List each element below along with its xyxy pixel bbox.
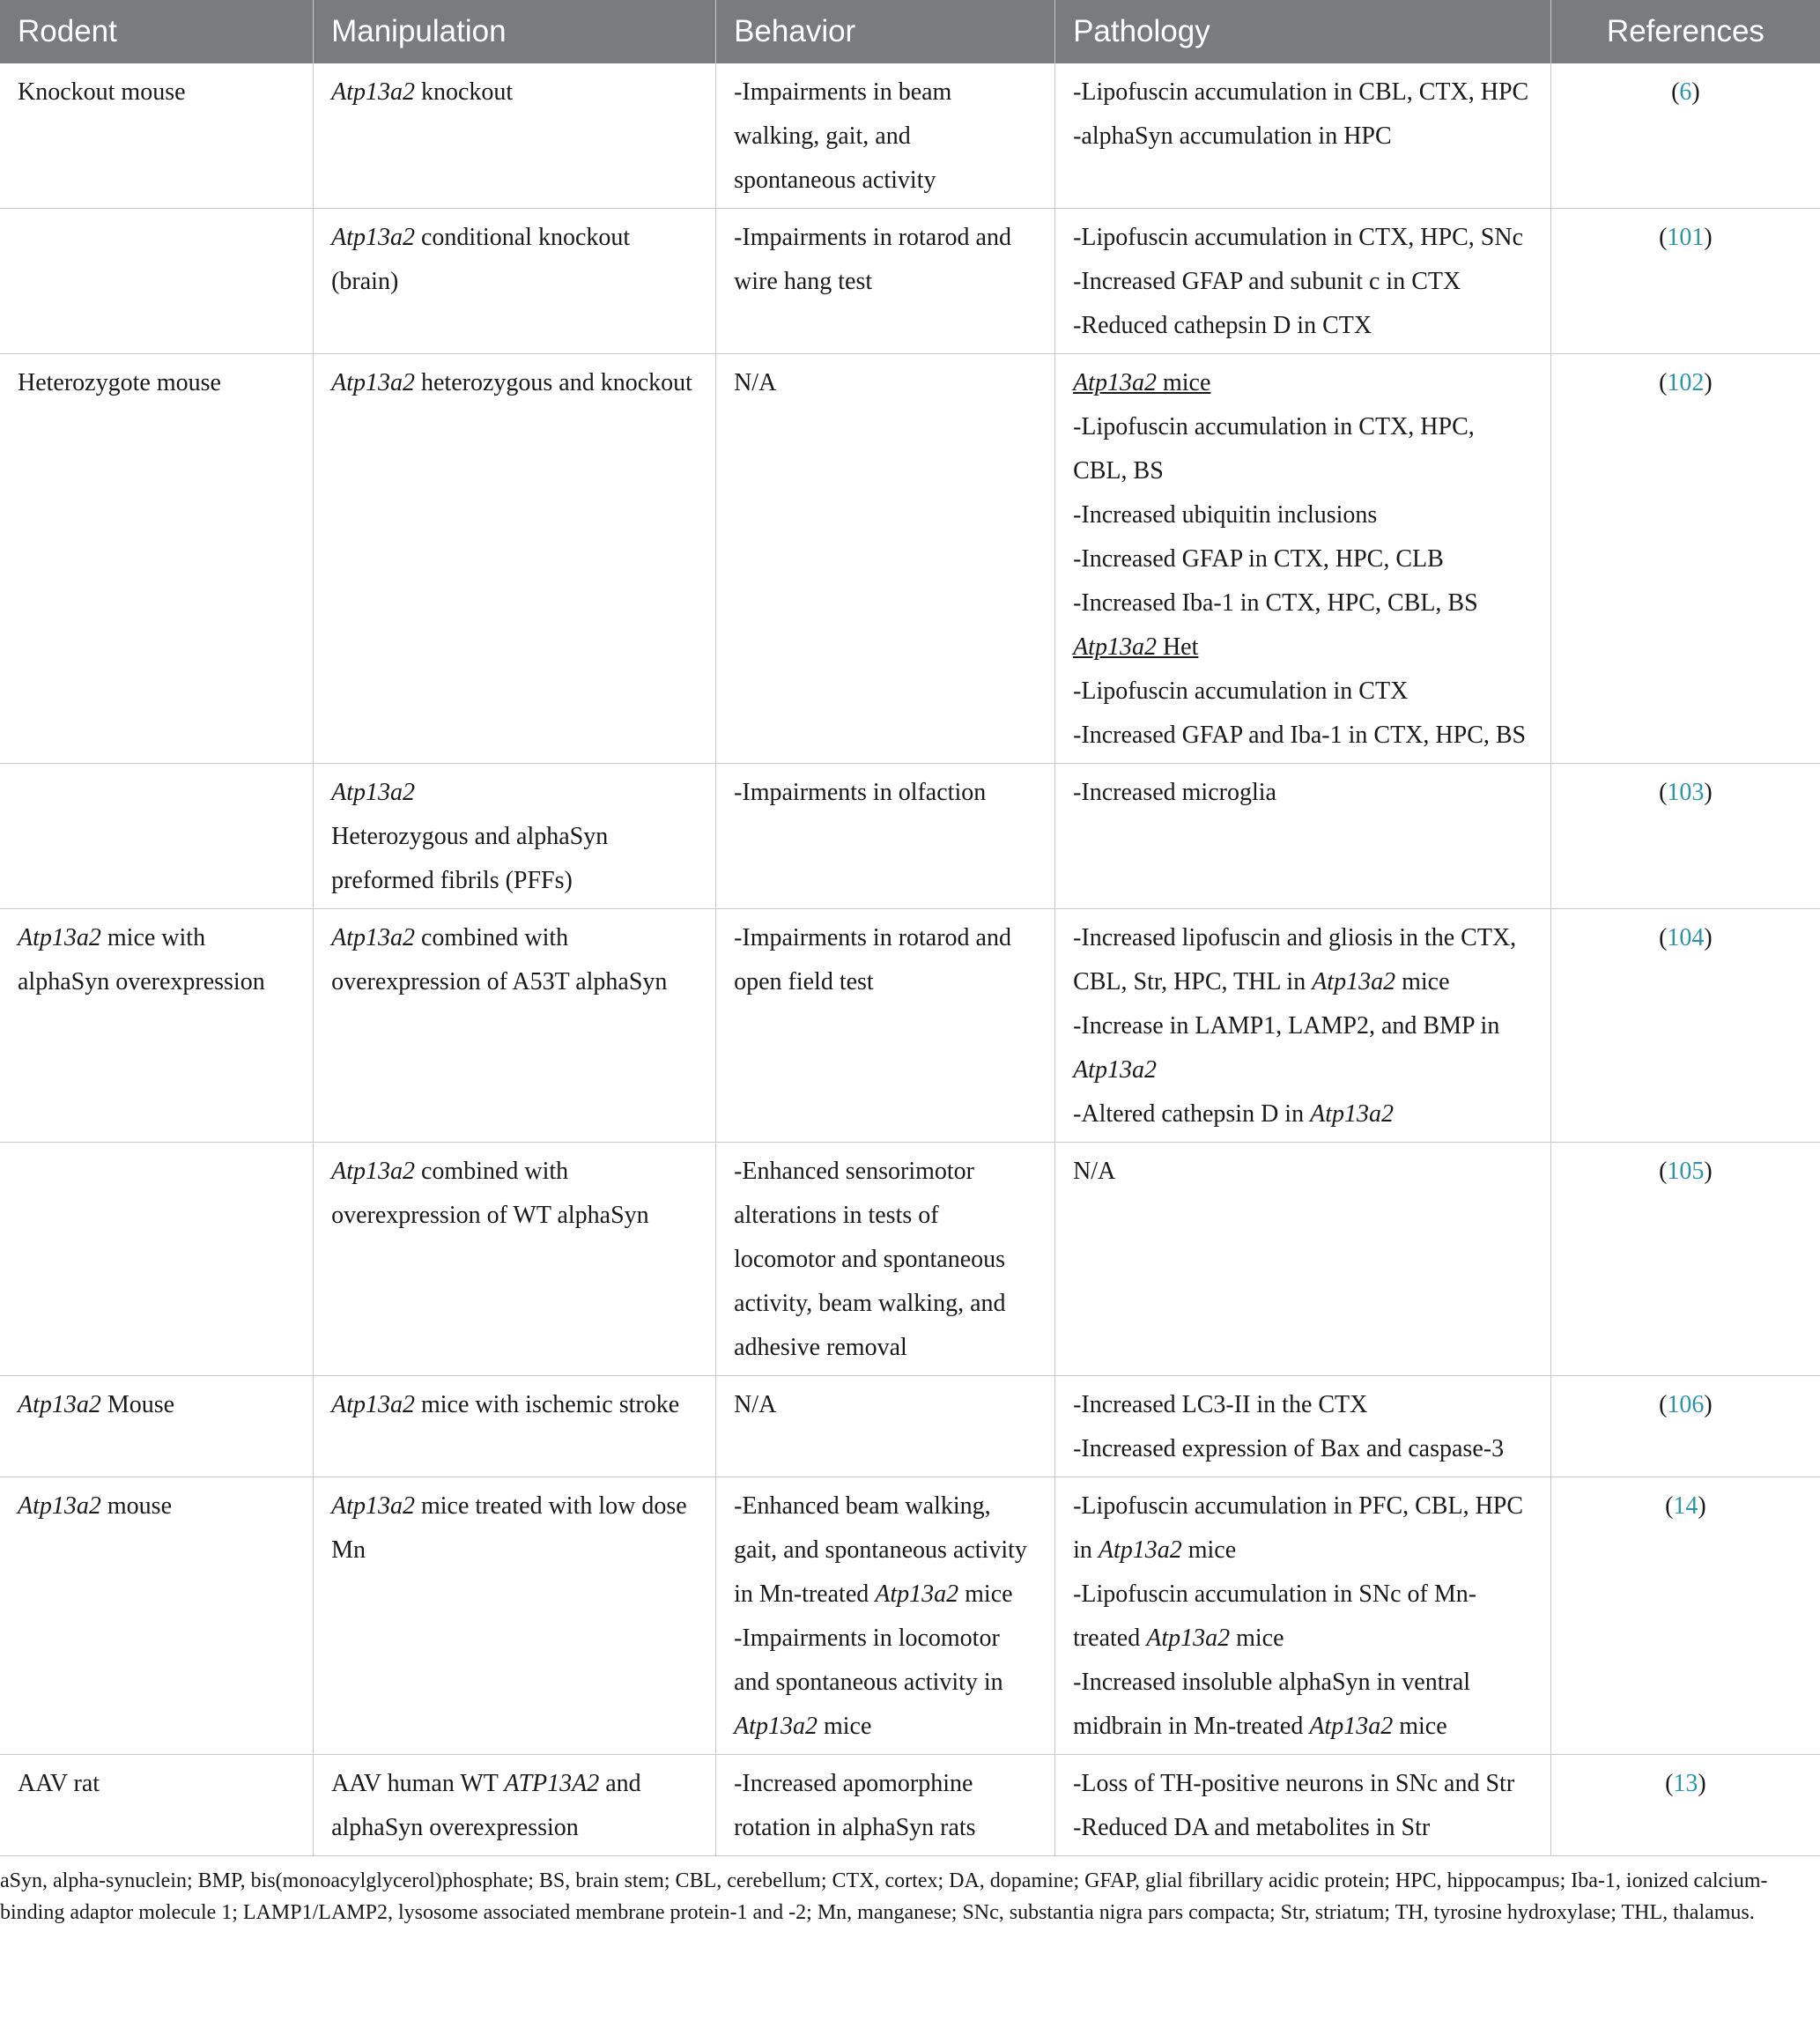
pathology-text: -Increased Iba-1 in CTX, HPC, CBL, BS bbox=[1073, 589, 1478, 617]
manipulation-line bbox=[331, 916, 698, 1004]
behavior-text: -Impairments in beam walking, gait, and spontaneous activity bbox=[734, 78, 952, 194]
manipulation-text: heterozygous and knockout bbox=[414, 369, 692, 396]
pathology-text: -Lipofuscin accumulation in CTX, HPC, CBL, BS bbox=[1073, 413, 1475, 485]
behavior-text: -Impairments in olfaction bbox=[734, 779, 987, 806]
pathology-line bbox=[1073, 216, 1533, 260]
pathology-line bbox=[1073, 670, 1533, 714]
cell-manipulation bbox=[314, 1376, 716, 1477]
cell-behavior bbox=[716, 209, 1055, 354]
behavior-line bbox=[734, 361, 1037, 405]
cell-rodent bbox=[0, 1477, 314, 1755]
cell-reference bbox=[1550, 909, 1820, 1143]
cell-pathology bbox=[1055, 909, 1551, 1143]
ref-paren-close: ) bbox=[1704, 369, 1713, 396]
table-row bbox=[0, 909, 1820, 1143]
rodent-line bbox=[18, 361, 295, 405]
reference-link[interactable]: 104 bbox=[1667, 924, 1705, 951]
behavior-line bbox=[734, 1617, 1037, 1749]
manipulation-text: Atp13a2 bbox=[331, 924, 415, 951]
pathology-text: Het bbox=[1156, 633, 1199, 661]
pathology-text: Atp13a2 bbox=[1073, 633, 1157, 661]
pathology-line bbox=[1073, 714, 1533, 758]
manipulation-line bbox=[331, 70, 698, 115]
pathology-line bbox=[1073, 115, 1533, 159]
cell-behavior bbox=[716, 764, 1055, 909]
cell-behavior bbox=[716, 1376, 1055, 1477]
cell-rodent bbox=[0, 1143, 314, 1376]
behavior-text: -Impairments in locomotor and spontaneous activity in bbox=[734, 1625, 1003, 1696]
pathology-text: -alphaSyn accumulation in HPC bbox=[1073, 122, 1392, 150]
rodent-line bbox=[18, 1484, 295, 1528]
behavior-text: -Increased apomorphine rotation in alphaSyn rats bbox=[734, 1770, 976, 1841]
cell-reference bbox=[1550, 764, 1820, 909]
ref-paren-open: ( bbox=[1665, 1492, 1674, 1520]
pathology-text: -Increased expression of Bax and caspase-3 bbox=[1073, 1435, 1505, 1462]
ref-paren-close: ) bbox=[1704, 779, 1713, 806]
cell-rodent bbox=[0, 1376, 314, 1477]
ref-paren-open: ( bbox=[1659, 1158, 1668, 1185]
pathology-text: -Increase in LAMP1, LAMP2, and BMP in bbox=[1073, 1012, 1500, 1040]
table-row bbox=[0, 354, 1820, 764]
cell-rodent bbox=[0, 909, 314, 1143]
table-row bbox=[0, 1376, 1820, 1477]
cell-pathology bbox=[1055, 1477, 1551, 1755]
manipulation-text: Atp13a2 bbox=[331, 78, 415, 106]
behavior-text: -Impairments in rotarod and open field test bbox=[734, 924, 1011, 995]
pathology-text: mice bbox=[1395, 968, 1450, 995]
behavior-text: N/A bbox=[734, 369, 777, 396]
manipulation-text: Atp13a2 bbox=[331, 1158, 415, 1185]
cell-manipulation bbox=[314, 63, 716, 209]
pathology-line bbox=[1073, 1762, 1533, 1806]
rodent-line bbox=[18, 1762, 295, 1806]
pathology-line bbox=[1073, 1092, 1533, 1136]
table-footnote: aSyn, alpha-synuclein; BMP, bis(monoacylglycerol)phosphate; BS, brain stem; CBL, cerebellum; CTX, cortex; DA, dopamine; GFAP, glial fibrillary acidic protein; HPC, hippocampus; Iba-1, ionized calcium-binding adaptor molecule 1; LAMP1/LAMP2, lysosome associated membrane protein-1 and -2; Mn, manganese; SNc, substantia nigra pars compacta; Str, striatum; TH, tyrosine hydroxylase; THL, thalamus. bbox=[0, 1869, 1768, 1924]
pathology-text: -Lipofuscin accumulation in SNc of Mn-treated bbox=[1073, 1580, 1477, 1652]
cell-manipulation bbox=[314, 1143, 716, 1376]
manipulation-text: knockout bbox=[414, 78, 514, 106]
manipulation-line bbox=[331, 1150, 698, 1238]
pathology-line bbox=[1073, 581, 1533, 625]
rodent-text: Heterozygote mouse bbox=[18, 369, 221, 396]
rodent-text: mice with alphaSyn overexpression bbox=[18, 924, 265, 995]
pathology-text: Atp13a2 bbox=[1098, 1536, 1182, 1564]
manipulation-text: mice treated with low dose Mn bbox=[331, 1492, 687, 1564]
pathology-text: -Increased ubiquitin inclusions bbox=[1073, 501, 1378, 529]
pathology-text: N/A bbox=[1073, 1158, 1116, 1185]
behavior-line bbox=[734, 916, 1037, 1004]
header-references: References bbox=[1550, 0, 1820, 63]
behavior-text: N/A bbox=[734, 1391, 777, 1418]
pathology-text: -Reduced DA and metabolites in Str bbox=[1073, 1814, 1431, 1841]
pathology-line bbox=[1073, 260, 1533, 304]
header-manipulation: Manipulation bbox=[314, 0, 716, 63]
table-body bbox=[0, 63, 1820, 1856]
table-row bbox=[0, 63, 1820, 209]
manipulation-text: Heterozygous and alphaSyn preformed fibrils (PFFs) bbox=[331, 823, 609, 894]
manipulation-text: Atp13a2 bbox=[331, 1492, 415, 1520]
rodent-text: AAV rat bbox=[18, 1770, 100, 1797]
ref-paren-open: ( bbox=[1659, 1391, 1668, 1418]
cell-pathology bbox=[1055, 354, 1551, 764]
pathology-line bbox=[1073, 1484, 1533, 1573]
pathology-line bbox=[1073, 70, 1533, 115]
manipulation-line bbox=[331, 1762, 698, 1850]
pathology-text: -Reduced cathepsin D in CTX bbox=[1073, 312, 1372, 339]
cell-pathology bbox=[1055, 764, 1551, 909]
cell-manipulation bbox=[314, 354, 716, 764]
reference-link[interactable]: 14 bbox=[1673, 1492, 1698, 1520]
behavior-text: mice bbox=[958, 1580, 1013, 1608]
behavior-line bbox=[734, 216, 1037, 304]
behavior-text: Atp13a2 bbox=[875, 1580, 959, 1608]
pathology-text: -Increased insoluble alphaSyn in ventral midbrain in Mn-treated bbox=[1073, 1669, 1471, 1740]
pathology-text: -Increased GFAP in CTX, HPC, CLB bbox=[1073, 545, 1444, 573]
pathology-line bbox=[1073, 916, 1533, 1004]
pathology-line bbox=[1073, 1427, 1533, 1471]
manipulation-text: conditional knockout (brain) bbox=[331, 224, 631, 295]
cell-manipulation bbox=[314, 909, 716, 1143]
rodent-text: Atp13a2 bbox=[18, 1492, 101, 1520]
manipulation-text: and alphaSyn overexpression bbox=[331, 1770, 641, 1841]
cell-reference bbox=[1550, 209, 1820, 354]
cell-pathology bbox=[1055, 1143, 1551, 1376]
ref-paren-close: ) bbox=[1704, 224, 1713, 251]
pathology-line bbox=[1073, 1806, 1533, 1850]
cell-behavior bbox=[716, 1143, 1055, 1376]
manipulation-line bbox=[331, 1383, 698, 1427]
ref-paren-close: ) bbox=[1691, 78, 1700, 106]
cell-rodent bbox=[0, 354, 314, 764]
rodent-line bbox=[18, 70, 295, 115]
pathology-line bbox=[1073, 1004, 1533, 1092]
rodent-text: Knockout mouse bbox=[18, 78, 186, 106]
pathology-text: Atp13a2 bbox=[1309, 1713, 1394, 1740]
pathology-text: mice bbox=[1393, 1713, 1447, 1740]
rodent-text: mouse bbox=[100, 1492, 172, 1520]
pathology-line bbox=[1073, 1383, 1533, 1427]
ref-paren-open: ( bbox=[1671, 78, 1680, 106]
rodent-line bbox=[18, 916, 295, 1004]
cell-manipulation bbox=[314, 209, 716, 354]
table-row bbox=[0, 1755, 1820, 1856]
pathology-text: mice bbox=[1181, 1536, 1237, 1564]
table-row bbox=[0, 1143, 1820, 1376]
pathology-text: -Lipofuscin accumulation in CBL, CTX, HPC bbox=[1073, 78, 1529, 106]
pathology-text: Atp13a2 bbox=[1312, 968, 1396, 995]
pathology-text: -Lipofuscin accumulation in CTX, HPC, SNc bbox=[1073, 224, 1523, 251]
cell-behavior bbox=[716, 1477, 1055, 1755]
cell-pathology bbox=[1055, 209, 1551, 354]
header-pathology: Pathology bbox=[1055, 0, 1551, 63]
table-row bbox=[0, 764, 1820, 909]
manipulation-text: combined with overexpression of WT alphaSyn bbox=[331, 1158, 649, 1229]
table-header-row bbox=[0, 0, 1820, 63]
manipulation-text: Atp13a2 bbox=[331, 1391, 415, 1418]
pathology-line bbox=[1073, 537, 1533, 581]
behavior-text: -Enhanced sensorimotor alterations in tests of locomotor and spontaneous activity, beam walking, and adhesive removal bbox=[734, 1158, 1006, 1361]
manipulation-line bbox=[331, 771, 698, 815]
manipulation-line bbox=[331, 361, 698, 405]
cell-reference bbox=[1550, 1376, 1820, 1477]
behavior-text: -Enhanced beam walking, gait, and spontaneous activity in Mn-treated bbox=[734, 1492, 1027, 1608]
behavior-line bbox=[734, 70, 1037, 203]
pathology-text: -Increased microglia bbox=[1073, 779, 1276, 806]
ref-paren-close: ) bbox=[1704, 1158, 1713, 1185]
pathology-line bbox=[1073, 1150, 1533, 1194]
behavior-text: mice bbox=[817, 1713, 872, 1740]
cell-pathology bbox=[1055, 1376, 1551, 1477]
pathology-text: Atp13a2 bbox=[1310, 1100, 1394, 1128]
pathology-text: -Increased GFAP and Iba-1 in CTX, HPC, BS bbox=[1073, 722, 1527, 749]
pathology-line bbox=[1073, 405, 1533, 493]
cell-behavior bbox=[716, 909, 1055, 1143]
ref-paren-open: ( bbox=[1659, 924, 1668, 951]
reference-link[interactable]: 102 bbox=[1667, 369, 1705, 396]
cell-manipulation bbox=[314, 764, 716, 909]
manipulation-text: AAV human WT bbox=[331, 1770, 505, 1797]
manipulation-text: mice with ischemic stroke bbox=[414, 1391, 680, 1418]
rodent-text: Mouse bbox=[100, 1391, 175, 1418]
manipulation-text: ATP13A2 bbox=[504, 1770, 600, 1797]
pathology-line bbox=[1073, 361, 1533, 405]
rodent-line bbox=[18, 1383, 295, 1427]
cell-rodent bbox=[0, 764, 314, 909]
cell-reference bbox=[1550, 1477, 1820, 1755]
reference-link[interactable]: 101 bbox=[1667, 224, 1705, 251]
behavior-line bbox=[734, 771, 1037, 815]
pathology-text: Atp13a2 bbox=[1146, 1625, 1231, 1652]
ref-paren-open: ( bbox=[1659, 369, 1668, 396]
reference-link[interactable]: 13 bbox=[1673, 1770, 1698, 1797]
pathology-text: mice bbox=[1230, 1625, 1284, 1652]
table-row bbox=[0, 209, 1820, 354]
manipulation-line bbox=[331, 815, 698, 903]
pathology-text: -Loss of TH-positive neurons in SNc and Str bbox=[1073, 1770, 1515, 1797]
reference-link[interactable]: 6 bbox=[1679, 78, 1692, 106]
pathology-text: -Increased GFAP and subunit c in CTX bbox=[1073, 268, 1461, 295]
behavior-line bbox=[734, 1383, 1037, 1427]
ref-paren-open: ( bbox=[1665, 1770, 1674, 1797]
pathology-text: -Increased LC3-II in the CTX bbox=[1073, 1391, 1368, 1418]
pathology-text: -Altered cathepsin D in bbox=[1073, 1100, 1311, 1128]
manipulation-line bbox=[331, 216, 698, 304]
cell-rodent bbox=[0, 1755, 314, 1856]
behavior-text: -Impairments in rotarod and wire hang test bbox=[734, 224, 1011, 295]
cell-behavior bbox=[716, 1755, 1055, 1856]
cell-reference bbox=[1550, 354, 1820, 764]
cell-pathology bbox=[1055, 1755, 1551, 1856]
pathology-line bbox=[1073, 1573, 1533, 1661]
rodent-text: Atp13a2 bbox=[18, 1391, 101, 1418]
ref-paren-open: ( bbox=[1659, 224, 1668, 251]
behavior-line bbox=[734, 1762, 1037, 1850]
pathology-text: -Increased lipofuscin and gliosis in the CTX, CBL, Str, HPC, THL in bbox=[1073, 924, 1517, 995]
pathology-text: -Lipofuscin accumulation in CTX bbox=[1073, 677, 1409, 705]
pathology-text: Atp13a2 bbox=[1073, 1056, 1157, 1084]
pathology-line bbox=[1073, 304, 1533, 348]
pathology-line bbox=[1073, 771, 1533, 815]
pathology-line bbox=[1073, 493, 1533, 537]
manipulation-text: Atp13a2 bbox=[331, 224, 415, 251]
manipulation-text: Atp13a2 bbox=[331, 779, 415, 806]
pathology-text: mice bbox=[1156, 369, 1211, 396]
reference-link[interactable]: 106 bbox=[1667, 1391, 1705, 1418]
ref-paren-close: ) bbox=[1698, 1770, 1706, 1797]
pathology-line bbox=[1073, 1661, 1533, 1749]
ref-paren-close: ) bbox=[1704, 1391, 1713, 1418]
pathology-text: -Lipofuscin accumulation in PFC, CBL, HPC in bbox=[1073, 1492, 1524, 1564]
cell-reference bbox=[1550, 1755, 1820, 1856]
behavior-line bbox=[734, 1150, 1037, 1370]
manipulation-line bbox=[331, 1484, 698, 1573]
pathology-text: Atp13a2 bbox=[1073, 369, 1157, 396]
cell-rodent bbox=[0, 63, 314, 209]
manipulation-text: Atp13a2 bbox=[331, 369, 415, 396]
cell-pathology bbox=[1055, 63, 1551, 209]
pathology-line bbox=[1073, 625, 1533, 670]
cell-behavior bbox=[716, 63, 1055, 209]
behavior-line bbox=[734, 1484, 1037, 1617]
manipulation-text: combined with overexpression of A53T alphaSyn bbox=[331, 924, 668, 995]
ref-paren-close: ) bbox=[1704, 924, 1713, 951]
cell-manipulation bbox=[314, 1477, 716, 1755]
reference-link[interactable]: 103 bbox=[1667, 779, 1705, 806]
cell-rodent bbox=[0, 209, 314, 354]
cell-reference bbox=[1550, 1143, 1820, 1376]
reference-link[interactable]: 105 bbox=[1667, 1158, 1705, 1185]
table-row bbox=[0, 1477, 1820, 1755]
rodent-text: Atp13a2 bbox=[18, 924, 101, 951]
cell-behavior bbox=[716, 354, 1055, 764]
cell-reference bbox=[1550, 63, 1820, 209]
cell-manipulation bbox=[314, 1755, 716, 1856]
ref-paren-close: ) bbox=[1698, 1492, 1706, 1520]
header-behavior: Behavior bbox=[716, 0, 1055, 63]
ref-paren-open: ( bbox=[1659, 779, 1668, 806]
behavior-text: Atp13a2 bbox=[734, 1713, 818, 1740]
header-rodent: Rodent bbox=[0, 0, 314, 63]
